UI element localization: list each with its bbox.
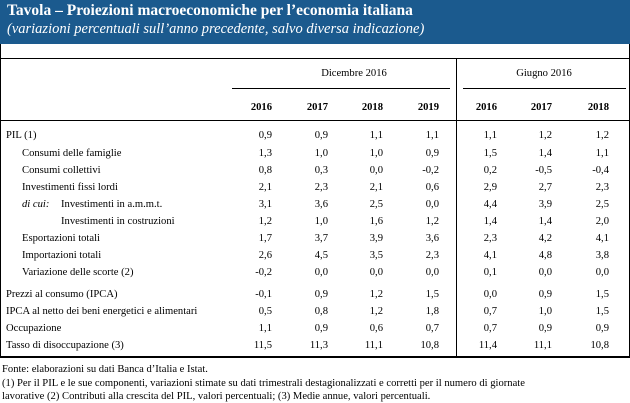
year-header: 2017 [530,102,552,113]
table-cell: 0,9 [595,323,609,334]
group-rule [232,88,450,89]
table-cell: 0,0 [595,267,609,278]
table-cell: -0,2 [255,267,272,278]
table-cell: 1,5 [595,289,609,300]
table-cell: 1,3 [258,148,272,159]
table-cell: 11,4 [478,340,497,351]
footnote: lavorative (2) Contributi alla crescita del PIL, valori percentuali; (3) Medie annue, valori percentuali. [2,391,431,402]
table-cell: 1,2 [258,216,272,227]
table-cell: 3,6 [425,233,439,244]
table-cell: 1,5 [483,148,497,159]
row-label: PIL (1) [6,130,37,141]
table-cell: 2,1 [369,182,383,193]
table-cell: 1,1 [595,148,609,159]
table-cell: 3,7 [314,233,328,244]
table-cell: 0,7 [425,323,439,334]
table-subtitle: (variazioni percentuali sull’anno precedente, salvo diversa indicazione) [7,21,425,37]
table-cell: 2,6 [258,250,272,261]
table-cell: 2,3 [595,182,609,193]
table-title: Tavola – Proiezioni macroeconomiche per l’economia italiana [7,2,413,19]
row-label: Investimenti in costruzioni [61,216,175,227]
table-cell: 3,9 [538,199,552,210]
row-label: Prezzi al consumo (IPCA) [6,289,118,300]
table-cell: 1,0 [538,306,552,317]
group-rule [463,88,626,89]
row-label: Occupazione [6,323,62,334]
table-cell: 4,4 [483,199,497,210]
group-header: Giugno 2016 [516,68,572,79]
table-cell: 0,0 [425,267,439,278]
table-cell: 0,0 [538,267,552,278]
row-label: Importazioni totali [22,250,102,261]
year-header: 2018 [361,102,383,113]
table-cell: 2,3 [425,250,439,261]
table-cell: 1,4 [483,216,497,227]
table-cell: 4,8 [538,250,552,261]
table-cell: 1,6 [369,216,383,227]
year-header: 2018 [587,102,609,113]
table-cell: 0,0 [314,267,328,278]
table-header-banner [0,0,630,44]
table-cell: 1,5 [595,306,609,317]
table-cell: -0,2 [422,165,439,176]
table-cell: 1,2 [369,306,383,317]
group-header: Dicembre 2016 [321,68,387,79]
row-label: Variazione delle scorte (2) [22,267,134,278]
table-cell: 0,1 [483,267,497,278]
table-cell: -0,4 [592,165,609,176]
table-cell: 0,9 [538,289,552,300]
row-label: Investimenti fissi lordi [22,182,118,193]
table-cell: 1,7 [258,233,272,244]
table-cell: 0,0 [369,267,383,278]
table-cell: 0,2 [483,165,497,176]
table-cell: 0,3 [314,165,328,176]
table-cell: 0,0 [369,165,383,176]
table-cell: 0,6 [425,182,439,193]
table-cell: 1,2 [425,216,439,227]
table-cell: 0,0 [483,289,497,300]
table-cell: 0,7 [483,323,497,334]
row-label: Esportazioni totali [22,233,100,244]
table-cell: 2,3 [483,233,497,244]
table-cell: 11,1 [364,340,383,351]
table-cell: 2,1 [258,182,272,193]
table-cell: -0,5 [535,165,552,176]
table-cell: 2,9 [483,182,497,193]
table-cell: 1,2 [595,130,609,141]
table-cell: 0,9 [314,130,328,141]
table-cell: 1,8 [425,306,439,317]
table-cell: 0,5 [258,306,272,317]
bottom-rule [0,356,630,357]
table-cell: 11,1 [533,340,552,351]
table-cell: 0,7 [483,306,497,317]
table-cell: 1,1 [369,130,383,141]
table-cell: 1,4 [538,216,552,227]
table-cell: 0,9 [425,148,439,159]
table-cell: 3,5 [369,250,383,261]
row-label: Tasso di disoccupazione (3) [6,340,124,351]
table-cell: -0,1 [255,289,272,300]
year-header: 2016 [475,102,497,113]
table-cell: 3,8 [595,250,609,261]
table-cell: 0,9 [314,289,328,300]
table-cell: 2,7 [538,182,552,193]
row-label: Consumi collettivi [22,165,101,176]
table-cell: 1,1 [258,323,272,334]
table-cell: 0,0 [425,199,439,210]
table-cell: 3,6 [314,199,328,210]
table-cell: 10,8 [590,340,609,351]
row-label: Investimenti in a.m.m.t. [61,199,163,210]
table-cell: 1,2 [538,130,552,141]
year-header: 2017 [306,102,328,113]
table-cell: 2,3 [314,182,328,193]
footnote: (1) Per il PIL e le sue componenti, variazioni stimate su dati trimestrali destagionalizzati e corretti per il numero di giornate [2,378,525,389]
table-cell: 0,6 [369,323,383,334]
row-label: IPCA al netto dei beni energetici e alimentari [6,306,198,317]
year-header: 2019 [417,102,439,113]
table-cell: 1,0 [314,216,328,227]
table-cell: 1,5 [425,289,439,300]
table-cell: 1,2 [369,289,383,300]
table-cell: 0,9 [538,323,552,334]
table-cell: 10,8 [420,340,439,351]
table-cell: 0,8 [258,165,272,176]
table-cell: 0,9 [314,323,328,334]
table-cell: 2,0 [595,216,609,227]
table-cell: 3,9 [369,233,383,244]
table-cell: 11,3 [309,340,328,351]
table-cell: 1,4 [538,148,552,159]
table-cell: 3,1 [258,199,272,210]
table-cell: 0,8 [314,306,328,317]
year-header: 2016 [250,102,272,113]
row-label: Consumi delle famiglie [22,148,122,159]
table-cell: 4,1 [595,233,609,244]
table-cell: 2,5 [595,199,609,210]
table-cell: 1,0 [314,148,328,159]
table-cell: 4,5 [314,250,328,261]
source-note: Fonte: elaborazioni su dati Banca d’Italia e Istat. [2,364,208,375]
top-rule [0,58,630,59]
row-prefix: di cui: [22,199,50,210]
header-rule [0,120,630,121]
table-cell: 1,0 [369,148,383,159]
table-cell: 1,1 [425,130,439,141]
table-cell: 0,9 [258,130,272,141]
table-cell: 2,5 [369,199,383,210]
table-cell: 4,1 [483,250,497,261]
table-cell: 1,1 [483,130,497,141]
table-cell: 4,2 [538,233,552,244]
table-cell: 11,5 [253,340,272,351]
